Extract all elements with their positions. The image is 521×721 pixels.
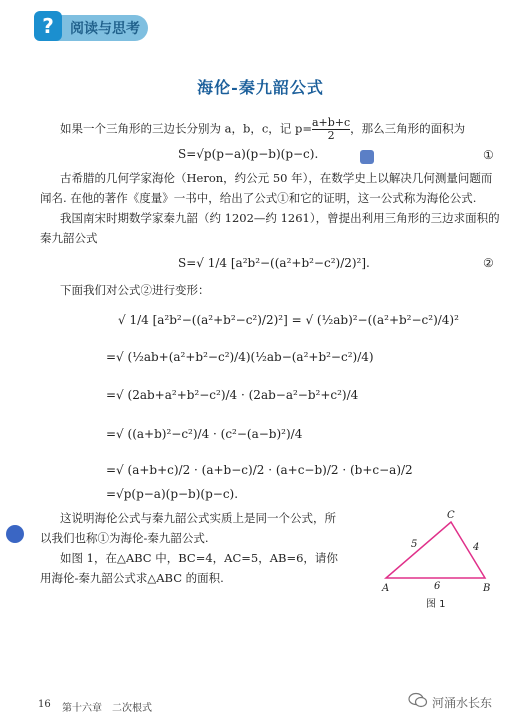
qin-formula: S=√ 1/4 [a²b²−((a²+b²−c²)/2)²]. <box>178 256 370 270</box>
equation-number-1: ① <box>483 148 494 162</box>
heron-history-line1: 古希腊的几何学家海伦（Heron，约公元 50 年），在数学史上以解决几何测量问题而 <box>60 171 493 185</box>
figure-caption: 图 1 <box>426 599 446 610</box>
intro-text: 如果一个三角形的三边长分别为 a，b，c，记 p= <box>60 121 312 136</box>
note-icon[interactable] <box>360 150 374 164</box>
triangle-figure <box>370 505 505 615</box>
vertex-a-label: A <box>382 583 390 594</box>
paragraph-conclusion <box>40 508 360 548</box>
p-fraction-denominator: 2 <box>327 129 335 142</box>
paragraph-exercise <box>40 548 360 588</box>
derivation-step-6: =√p(p−a)(p−b)(p−c). <box>106 487 239 501</box>
paragraph-heron-history <box>40 168 500 208</box>
equation-number-2: ② <box>483 256 494 270</box>
wechat-icon <box>408 692 428 708</box>
conclusion-line1: 这说明海伦公式与秦九韶公式实质上是同一个公式，所 <box>60 511 336 525</box>
vertex-c-label: C <box>447 510 455 521</box>
vertex-b-label: B <box>483 583 491 594</box>
derivation-step-1: √ 1/4 [a²b²−((a²+b²−c²)/2)²] = √ (½ab)²−((a²+b²−c²)/4)² <box>118 313 459 327</box>
p-fraction-numerator: a+b+c <box>311 116 351 129</box>
heron-formula: S=√p(p−a)(p−b)(p−c). <box>178 147 319 161</box>
intro-suffix: ，那么三角形的面积为 <box>350 121 466 136</box>
side-bc-label: 4 <box>473 542 480 553</box>
question-mark-icon: ? <box>34 11 62 41</box>
derivation-step-5: =√ (a+b+c)/2 · (a+b−c)/2 · (a+c−b)/2 · (b+c−a)/2 <box>106 463 413 477</box>
paragraph-intro <box>60 117 500 142</box>
heron-history-line2: 闻名. 在他的著作《度量》一书中，给出了公式①和它的证明，这一公式称为海伦公式. <box>40 191 477 205</box>
qin-history-line1: 我国南宋时期数学家秦九韶（约 1202—约 1261），曾提出利用三角形的三边求面积的 <box>60 211 500 225</box>
folder-icon[interactable] <box>6 525 24 543</box>
paragraph-transform-intro: 下面我们对公式②进行变形： <box>60 283 210 297</box>
paragraph-qin-history <box>40 208 500 248</box>
side-ab-label: 6 <box>434 581 441 592</box>
derivation-step-3: =√ (2ab+a²+b²−c²)/4 · (2ab−a²−b²+c²)/4 <box>106 388 359 402</box>
exercise-line1: 如图 1，在△ABC 中，BC=4，AC=5，AB=6，请你 <box>60 551 338 565</box>
derivation-step-4: =√ ((a+b)²−c²)/4 · (c²−(a−b)²)/4 <box>106 427 303 441</box>
conclusion-line2: 以我们也称①为海伦-秦九韶公式. <box>40 531 209 545</box>
page-title: 海伦-秦九韶公式 <box>197 78 324 97</box>
p-fraction <box>312 117 350 142</box>
side-ac-label: 5 <box>411 539 418 550</box>
derivation-step-2: =√ (½ab+(a²+b²−c²)/4)(½ab−(a²+b²−c²)/4) <box>106 350 374 364</box>
exercise-line2: 用海伦-秦九韶公式求△ABC 的面积. <box>40 571 224 585</box>
triangle-abc <box>386 522 485 578</box>
chapter-title: 第十六章 二次根式 <box>62 703 152 714</box>
section-title: 阅读与思考 <box>70 21 140 37</box>
qin-history-line2: 秦九韶公式 <box>40 231 98 245</box>
page-number: 16 <box>38 699 51 710</box>
watermark-text: 河涌水长东 <box>432 696 493 710</box>
